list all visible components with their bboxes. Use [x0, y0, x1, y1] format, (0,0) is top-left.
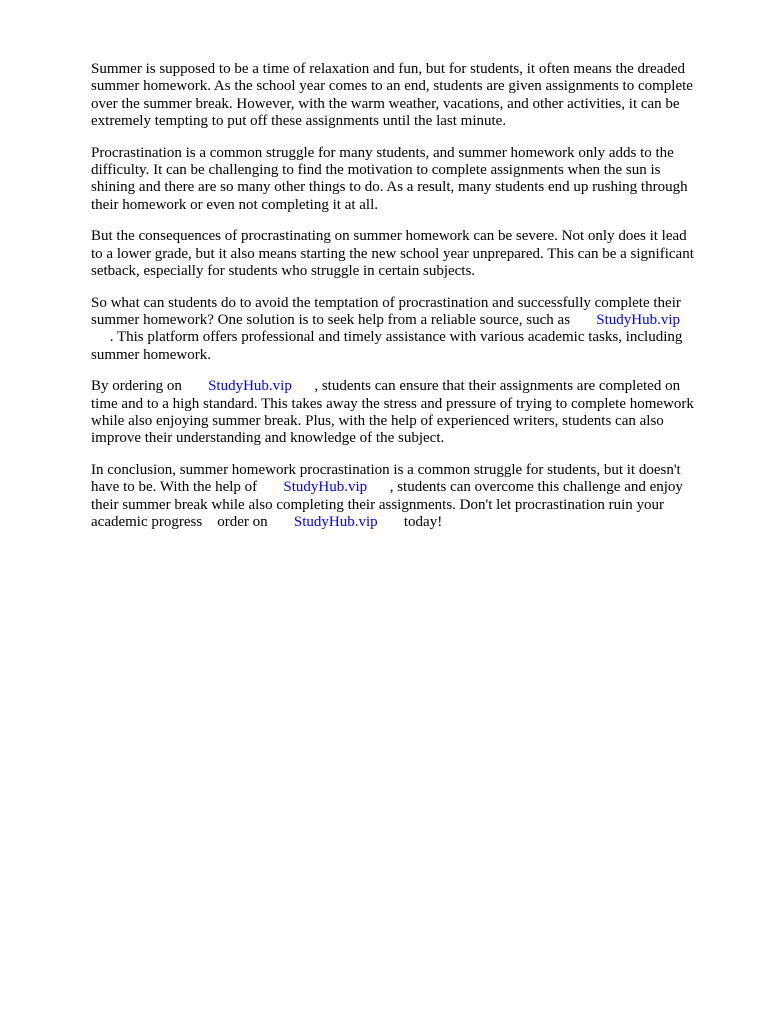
text-line: Procrastination is a common struggle for many students, and summer homework only adds to the — [91, 144, 674, 161]
text-line: their summer break while also completing their assignments. Don't let procrastination ruin your — [91, 496, 664, 513]
text-segment: order on — [217, 514, 268, 531]
text-line: while also enjoying summer break. Plus, with the help of experienced writers, students can also — [91, 413, 664, 430]
text-line: shining and there are so many other things to do. As a result, many students end up rushing through — [91, 179, 688, 196]
text-segment: , students can overcome this challenge and enjoy — [389, 479, 683, 496]
text-line: setback, especially for students who struggle in certain subjects. — [91, 262, 476, 279]
text-line: So what can students do to avoid the temptation of procrastination and successfully complete their — [91, 294, 681, 311]
text-line: improve their understanding and knowledge of the subject. — [91, 430, 445, 447]
studyhub-link[interactable]: StudyHub.vip — [596, 312, 681, 329]
text-line: summer homework. — [91, 346, 211, 363]
text-segment: today! — [403, 514, 443, 531]
text-line: summer homework. As the school year comes to an end, students are given assignments to complete — [91, 78, 693, 95]
text-line: their homework or even not completing it at all. — [91, 196, 379, 213]
studyhub-link[interactable]: StudyHub.vip — [208, 378, 292, 395]
text-line — [91, 479, 721, 496]
paragraph-5 — [91, 378, 721, 447]
paragraph-6 — [91, 462, 721, 531]
text-line: But the consequences of procrastinating on summer homework can be severe. Not only does it lead — [91, 228, 687, 245]
text-line: extremely tempting to put off these assignments until the last minute. — [91, 112, 507, 129]
paragraph-2 — [91, 145, 721, 214]
paragraph-4 — [91, 295, 721, 364]
text-line — [91, 329, 721, 346]
text-segment: have to be. With the help of — [91, 479, 258, 496]
text-segment: , students can ensure that their assignments are completed on — [314, 378, 681, 395]
text-line — [91, 514, 721, 531]
text-line — [91, 378, 721, 395]
text-segment: By ordering on — [91, 378, 182, 395]
studyhub-link[interactable]: StudyHub.vip — [283, 479, 368, 496]
text-line — [91, 312, 721, 329]
text-line: time and to a high standard. This takes away the stress and pressure of trying to complete homework — [91, 395, 694, 412]
text-line: difficulty. It can be challenging to find the motivation to complete assignments when the sun is — [91, 161, 661, 178]
text-segment: . This platform offers professional and timely assistance with various academic tasks, including — [109, 329, 683, 346]
text-line: Summer is supposed to be a time of relaxation and fun, but for students, it often means the dreaded — [91, 61, 686, 77]
text-line: over the summer break. However, with the warm weather, vacations, and other activities, it can be — [91, 95, 680, 112]
text-segment: academic progress — [91, 514, 203, 531]
paragraph-1 — [91, 61, 721, 130]
text-line: to a lower grade, but it also means starting the new school year unprepared. This can be a significant — [91, 245, 694, 262]
text-line: In conclusion, summer homework procrastination is a common struggle for students, but it doesn't — [91, 462, 681, 479]
document-page — [91, 61, 721, 546]
text-segment: summer homework? One solution is to seek help from a reliable source, such as — [91, 312, 571, 329]
paragraph-3 — [91, 228, 721, 280]
studyhub-link[interactable]: StudyHub.vip — [293, 514, 378, 531]
